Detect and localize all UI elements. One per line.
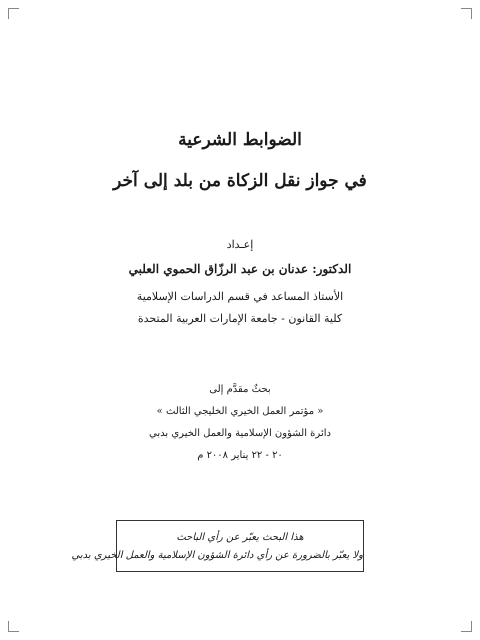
author-name: الدكتور: عدنان بن عبد الرزّاق الحموي العلبي: [128, 262, 352, 276]
disclaimer-line-2: ولا يعبّر بالضرورة عن رأي دائرة الشؤون الإسلامية والعمل الخيري بدبي: [71, 550, 363, 561]
preparation-label: إعـداد: [226, 238, 254, 251]
presented-to: بحثٌ مقدَّم إلى: [209, 384, 271, 395]
author-position: الأستاذ المساعد في قسم الدراسات الإسلامية: [136, 290, 344, 303]
crop-mark-top-left: [8, 8, 19, 19]
title-line-1: الضوابط الشرعية: [178, 130, 302, 150]
crop-mark-bottom-right: [461, 621, 472, 632]
title-line-2: في جواز نقل الزكاة من بلد إلى آخر: [113, 171, 367, 191]
crop-mark-top-right: [461, 8, 472, 19]
conference-date: ٢٠ - ٢٢ يناير ٢٠٠٨ م: [197, 450, 283, 461]
crop-mark-bottom-left: [8, 621, 19, 632]
disclaimer-box: [71, 520, 364, 572]
conference-name: « مؤتمر العمل الخيري الخليجي الثالث »: [156, 406, 324, 417]
organizer: دائرة الشؤون الإسلامية والعمل الخيري بدبي: [149, 428, 331, 439]
disclaimer-line-1: هذا البحث يعبّر عن رأي الباحث: [176, 532, 304, 543]
author-institution: كلية القانون - جامعة الإمارات العربية المتحدة: [137, 312, 343, 325]
